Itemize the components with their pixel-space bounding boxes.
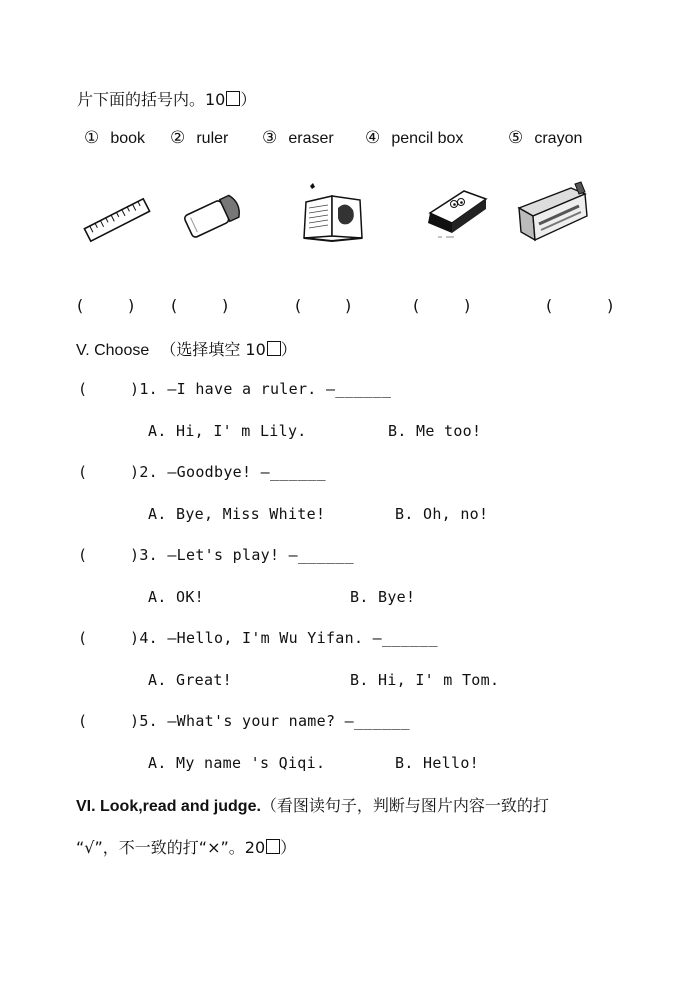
item-word: book [110,130,146,147]
answer-paren-4-open: ( [413,296,420,315]
question-stem: 1. —I have a ruler. —______ [139,380,392,398]
section6-title: VI. Look,read and judge. [76,798,261,815]
question-2-option-b: B. Oh, no! [395,505,489,523]
section6-instruction [76,835,296,858]
question-1-close-paren: ) [130,380,140,398]
question-5-option-b: B. Hello! [395,754,479,772]
question-5-close-paren: ) [130,712,140,730]
answer-paren-2-open: ( [171,296,178,315]
item-number: ③ [262,128,278,148]
question-1-open-paren: ( [78,380,88,398]
section5-subtitle-close: ） [280,340,297,359]
question-4-open-paren: ( [78,629,88,647]
question-2-open-paren: ( [78,463,88,481]
item-word: eraser [288,130,334,147]
question-2-stem [130,463,326,481]
item-number: ② [170,128,186,148]
word-bank-item-1 [84,128,145,148]
section5-subtitle: （选择填空 10 [160,340,266,359]
instruction-text: 片下面的括号内。10 [77,90,226,109]
question-4-option-a: A. Great! [148,671,232,689]
section6-heading [76,793,549,816]
answer-paren-3-open: ( [295,296,302,315]
item-number: ⑤ [508,128,524,148]
missing-glyph-box [266,839,280,854]
section4-instruction [77,87,256,110]
question-stem: 3. —Let's play! —______ [139,546,354,564]
crayon-picture [515,180,595,244]
question-1-option-a: A. Hi, I' m Lily. [148,422,307,440]
question-3-stem [130,546,354,564]
item-number: ④ [365,128,381,148]
question-stem: 4. —Hello, I'm Wu Yifan. —______ [139,629,438,647]
item-word: ruler [196,130,229,147]
question-stem: 5. —What's your name? —______ [139,712,410,730]
answer-paren-2-close: ) [222,296,229,315]
answer-paren-1-close: ) [128,296,135,315]
instruction-close: ） [240,90,257,109]
question-3-option-a: A. OK! [148,588,204,606]
question-stem: 2. —Goodbye! —______ [139,463,326,481]
eraser-picture [180,190,246,242]
ruler-picture [80,195,154,245]
book-picture [298,180,368,242]
answer-paren-5-open: ( [546,296,553,315]
question-4-stem [130,629,438,647]
question-3-close-paren: ) [130,546,140,564]
answer-paren-1-open: ( [77,296,84,315]
missing-glyph-box [267,341,281,356]
question-2-close-paren: ) [130,463,140,481]
section5-heading [76,337,297,360]
question-4-close-paren: ) [130,629,140,647]
word-bank-item-3 [262,128,334,148]
question-3-open-paren: ( [78,546,88,564]
word-bank-item-2 [170,128,228,148]
question-2-option-a: A. Bye, Miss White! [148,505,326,523]
answer-paren-3-close: ) [345,296,352,315]
word-bank-item-5 [508,128,582,148]
answer-paren-4-close: ) [464,296,471,315]
question-1-option-b: B. Me too! [388,422,482,440]
question-3-option-b: B. Bye! [350,588,416,606]
pencil-box-picture [420,183,494,239]
item-word: pencil box [391,130,464,147]
answer-paren-5-close: ) [607,296,614,315]
section5-title: V. Choose [76,342,150,359]
section6-instruction-line2: “√”，不一致的打“×”。20 [76,838,266,857]
question-1-stem [130,380,391,398]
section6-instruction-line1: （看图读句子，判断与图片内容一致的打 [260,796,549,815]
word-bank-item-4 [365,128,463,148]
question-4-option-b: B. Hi, I' m Tom. [350,671,500,689]
item-number: ① [84,128,100,148]
section6-instruction-close: ） [280,838,297,857]
question-5-stem [130,712,410,730]
item-word: crayon [534,130,583,147]
question-5-open-paren: ( [78,712,88,730]
question-5-option-a: A. My name 's Qiqi. [148,754,326,772]
missing-glyph-box [226,91,240,106]
